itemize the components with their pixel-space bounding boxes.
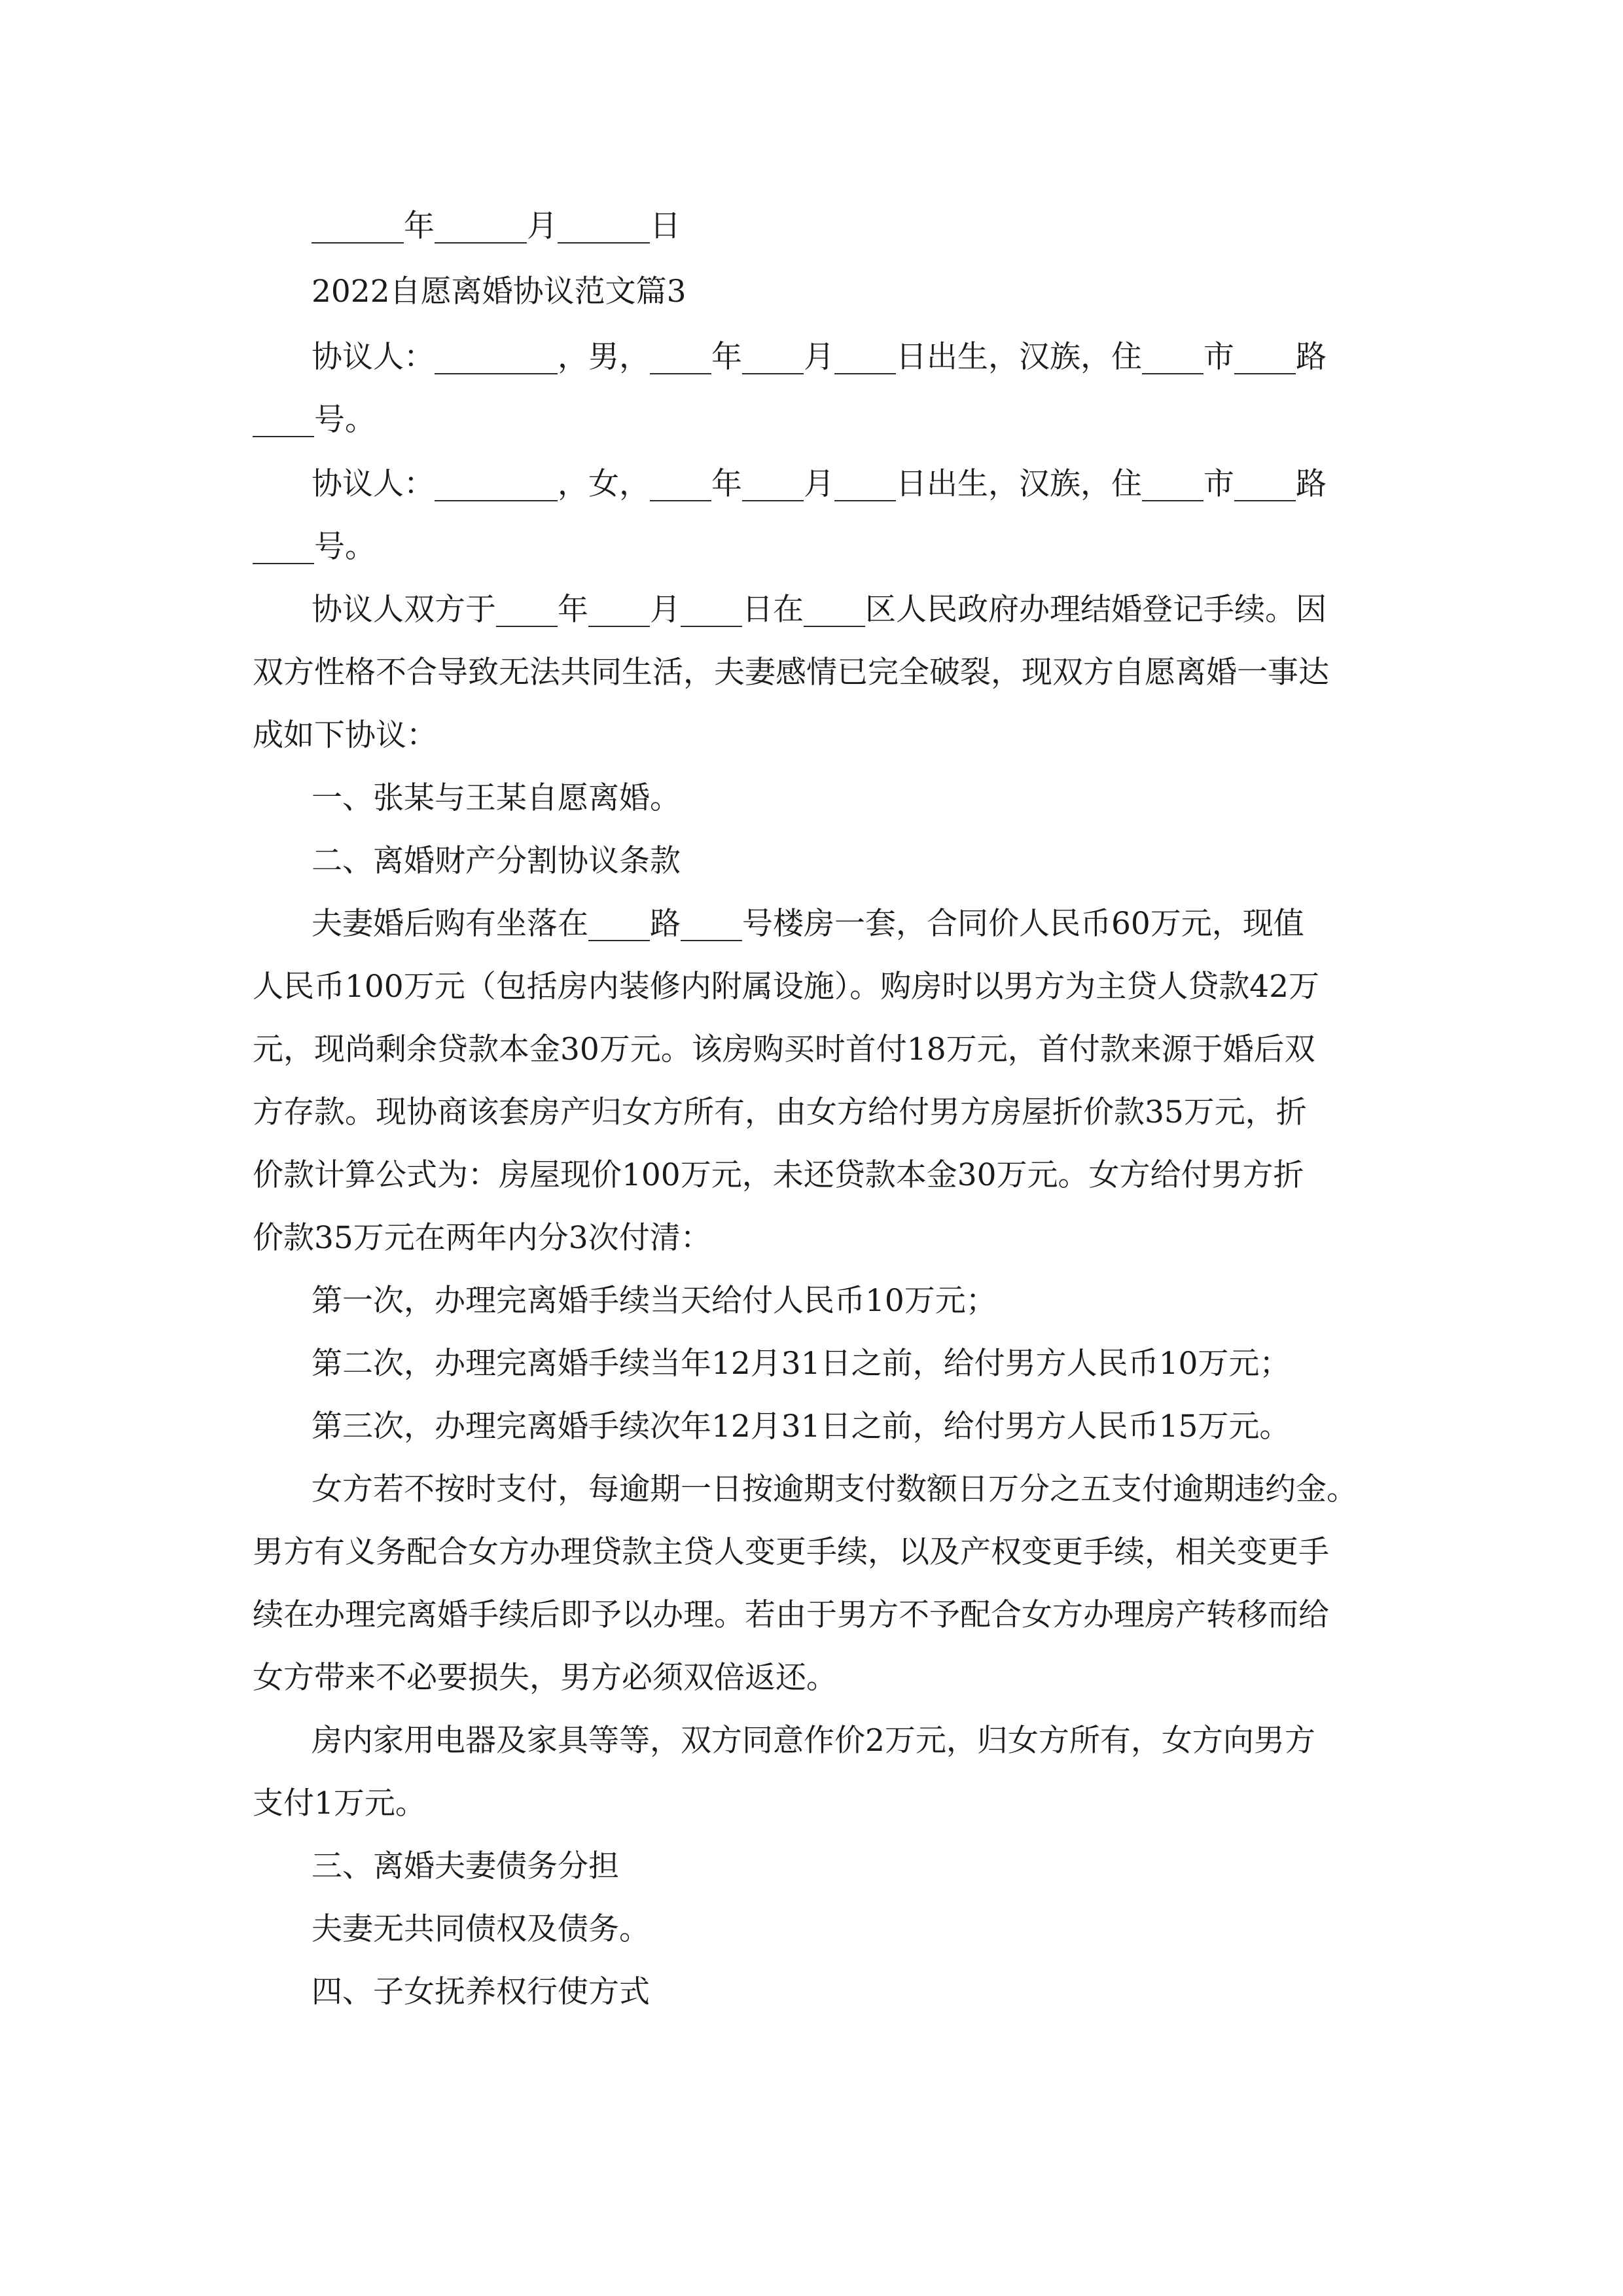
appliances-line: 房内家用电器及家具等等，双方同意作价2万元，归女方所有，女方向男方: [312, 1723, 1315, 1759]
property-line: 元，现尚剩余贷款本金30万元。该房购买时首付18万元，首付款来源于婚后双: [253, 1031, 1315, 1067]
party-male-line: ____号。: [253, 402, 376, 438]
intro-line: 成如下协议：: [253, 717, 437, 753]
property-line: 人民币100万元（包括房内装修内附属设施）。购房时以男方为主贷人贷款42万: [253, 969, 1320, 1005]
clause-3-body: 夫妻无共同债权及债务。: [312, 1911, 650, 1947]
payment-first: 第一次，办理完离婚手续当天给付人民币10万元；: [312, 1283, 997, 1319]
section-heading: 2022自愿离婚协议范文篇3: [312, 274, 687, 310]
property-line: 价款35万元在两年内分3次付清：: [253, 1220, 711, 1256]
overdue-line: 续在办理完离婚手续后即予以办理。若由于男方不予配合女方办理房产转移而给: [253, 1597, 1329, 1633]
property-line: 夫妻婚后购有坐落在____路____号楼房一套，合同价人民币60万元，现值: [312, 906, 1304, 942]
payment-second: 第二次，办理完离婚手续当年12月31日之前，给付男方人民币10万元；: [312, 1346, 1291, 1382]
party-female-line: ____号。: [253, 529, 376, 565]
overdue-line: 女方带来不必要损失，男方必须双倍返还。: [253, 1660, 837, 1696]
intro-line: 协议人双方于____年____月____日在____区人民政府办理结婚登记手续。因: [312, 592, 1327, 628]
overdue-line: 女方若不按时支付，每逾期一日按逾期支付数额日万分之五支付逾期违约金。: [312, 1471, 1357, 1507]
clause-4-title: 四、子女抚养权行使方式: [312, 1974, 650, 2010]
intro-line: 双方性格不合导致无法共同生活，夫妻感情已完全破裂，现双方自愿离婚一事达: [253, 655, 1329, 691]
clause-2-title: 二、离婚财产分割协议条款: [312, 843, 681, 879]
party-female-line: 协议人：________，女，____年____月____日出生，汉族，住____市____路: [312, 466, 1327, 502]
payment-third: 第三次，办理完离婚手续次年12月31日之前，给付男方人民币15万元。: [312, 1408, 1291, 1444]
date-line: ______年______月______日: [312, 208, 681, 244]
property-line: 价款计算公式为：房屋现价100万元，未还贷款本金30万元。女方给付男方折: [253, 1157, 1304, 1193]
party-male-line: 协议人：________，男，____年____月____日出生，汉族，住____市____路: [312, 339, 1327, 375]
appliances-line: 支付1万元。: [253, 1785, 426, 1821]
clause-3-title: 三、离婚夫妻债务分担: [312, 1848, 619, 1884]
property-line: 方存款。现协商该套房产归女方所有，由女方给付男方房屋折价款35万元，折: [253, 1094, 1307, 1130]
clause-1: 一、张某与王某自愿离婚。: [312, 780, 681, 816]
overdue-line: 男方有义务配合女方办理贷款主贷人变更手续，以及产权变更手续，相关变更手: [253, 1534, 1329, 1570]
